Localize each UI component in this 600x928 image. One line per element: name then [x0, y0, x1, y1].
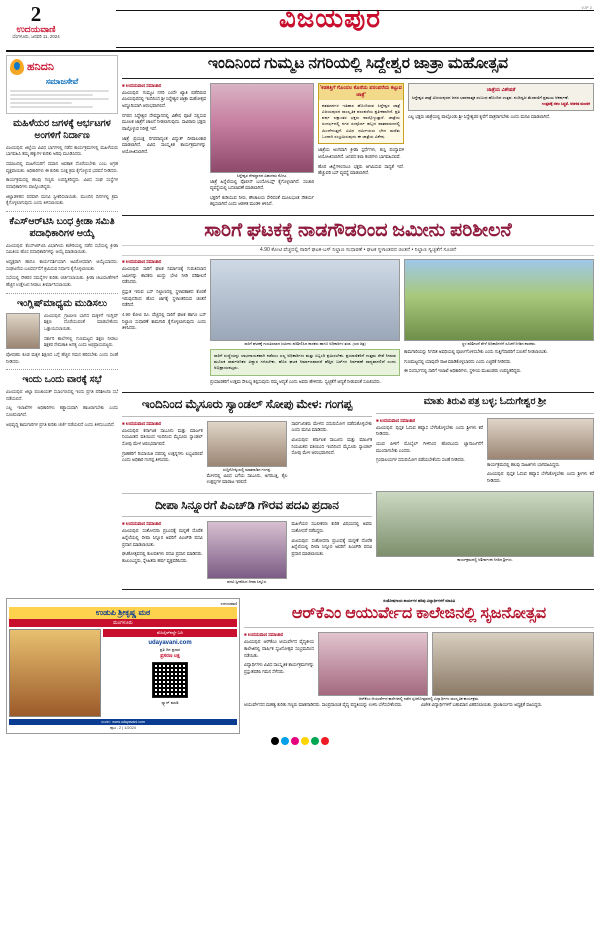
- para: ಎಲ್ಲ ಭಕ್ತರು ಜಾತ್ರೆಯಲ್ಲಿ ಪಾಲ್ಗೊಂಡು ಶ್ರೀ ಸಿದ್ದೇಶ್ವರರ ಕೃಪೆಗೆ ಪಾತ್ರರಾಗಬೇಕು ಎಂದು ಮನವಿ ಮಾಡಲಾಗಿದೆ.: [408, 113, 551, 119]
- para: ವಿಜಯಪುರ: ಕರ್ನಾಟಕ ಸಾಬೂನು ಮತ್ತು ಮಾರ್ಜಕ ನಿಯಮಿತದ ವತಿಯಿಂದ ಇಂದಿನಿಂದ ಮೈಸೂರು ಸ್ಯಾಂಡಲ್ ಸೋಪು ಮೇಳ ಆರಂಭವಾಗಲಿದೆ.: [291, 437, 373, 456]
- quotebox-body: ಸಿದ್ದೇಶ್ವರ ಜಾತ್ರೆ ವಿಜಯಪುರದ ಜನರ ಭಾವನಾತ್ಮಕ ಸಂಬಂಧ ಹೊಂದಿದ ಉತ್ಸವ. ನಂದಿಧ್ವಜ ಮೆರವಣಿಗೆ ಪ್ರಮುಖ ಆಕರ್ಷಣೆ.: [412, 94, 569, 100]
- top-story-col-3: [318, 83, 404, 212]
- ad-red-strip: ಮೊಬೈಲ್‌ನಲ್ಲೇ ಓದಿ: [103, 629, 237, 637]
- sidebox-body: ಶತಮಾನಗಳ ಇತಿಹಾಸ ಹೊಂದಿರುವ ಸಿದ್ದೇಶ್ವರ ಜಾತ್ರೆ ವಿಜಯಪುರದ ಸಾಂಸ್ಕೃತಿಕ ಪರಂಪರೆಯ ಪ್ರತೀಕವಾಗಿದೆ. ಪ್ರತಿ ವರ್ಷ ಲಕ್ಷಾಂತರ ಭಕ್ತರು ಪಾಲ್ಗೊಳ್ಳುತ್ತಾರೆ. ಜಾತ್ರೆಯ ಸಂದರ್ಭದಲ್ಲಿ ನಗರ ಸಂಪೂರ್ಣ ಹಬ್ಬದ ವಾತಾವರಣದಲ್ಲಿ ಮಿಂದೇಳುತ್ತದೆ. ವಿವಿಧ ಧರ್ಮಿಯರು ಭೇದ ಮರೆತು ಒಂದಾಗಿ ಸಂಭ್ರಮಿಸುವುದು ಈ ಜಾತ್ರೆಯ ವಿಶೇಷ.: [322, 102, 400, 140]
- left-story-3-photo: [6, 313, 40, 349]
- left-story-4: [6, 374, 118, 428]
- photo-caption: ಸಿದ್ದೇಶ್ವರ ದೇವಸ್ಥಾನದ ವಿಹಂಗಮ ನೋಟ.: [236, 173, 288, 178]
- top-story-col-1: [122, 83, 206, 212]
- bottom-story-headline: ಆರ್‌ಕೆಎಂ ಆಯುರ್ವೇದ ಕಾಲೇಜಿನಲ್ಲಿ ಸೃಜನೋತ್ಸವ: [291, 605, 547, 623]
- para: ವಿಜಯಪುರ: ಗುಮ್ಮಟ ನಗರಿ ಎಂದೇ ಖ್ಯಾತಿ ಪಡೆದಿರುವ ವಿಜಯಪುರದಲ್ಲಿ ಇಂದಿನಿಂದ ಶ್ರೀ ಸಿದ್ದೇಶ್ವರ ಜಾತ್ರಾ ಮಹೋತ್ಸವ ಅದ್ಧೂರಿಯಾಗಿ ಆರಂಭವಾಗಲಿದೆ.: [122, 89, 206, 108]
- ad-content-row: [9, 629, 237, 717]
- quotebox-title: ಜಾತ್ರೆಯ ವಿಶೇಷತೆ: [486, 86, 516, 93]
- para: ವಿಜಯಪುರ: ಆರ್‌ಕೆಎಂ ಆಯುರ್ವೇದ ವೈದ್ಯಕೀಯ ಕಾಲೇಜಿನಲ್ಲಿ ವಾರ್ಷಿಕ ಸೃಜನೋತ್ಸವ ಸಂಭ್ರಮದಿಂದ ನಡೆಯಿತು.: [244, 639, 314, 658]
- mid-story-3-photo-top: [487, 418, 594, 460]
- para: ಈ ಸಂದರ್ಭದಲ್ಲಿ ಸಾರಿಗೆ ಇಲಾಖೆ ಅಧಿಕಾರಿಗಳು, ಸ್ಥಳೀಯ ಮುಖಂಡರು ಉಪಸ್ಥಿತರಿದ್ದರು.: [404, 368, 522, 374]
- para: ವಿಜಯಪುರ: ಪುಸ್ತಕ ಓದುವ ಹವ್ಯಾಸ ಬೆಳೆಸಿಕೊಳ್ಳಬೇಕು ಎಂದು ಶ್ರೀಗಳು ಕರೆ ನೀಡಿದರು.: [376, 424, 483, 437]
- mid-story-1-headline: ಇಂದಿನಿಂದ ಮೈಸೂರು ಸ್ಯಾಂಡಲ್ ಸೋಪು ಮೇಳ: ಗಂಗಪ್ಪ: [141, 397, 353, 412]
- left-story-1-body: [6, 145, 118, 207]
- para: ವಿಜಯಪುರ: ಗ್ರಾಮೀಣ ಭಾಗದ ಮಕ್ಕಳಿಗೆ ಇಂಗ್ಲಿಷ್ ಶಿಕ್ಷಣ ದೊರೆಯುವಂತೆ ಮಾಡಬೇಕೆಂದು ಒತ್ತಾಯಿಸಲಾಯಿತು.: [44, 312, 118, 331]
- para: ಕಾರ್ಯಕ್ರಮದಲ್ಲಿ ಹಲವು ಗಣ್ಯರು ಉಪಸ್ಥಿತರಿದ್ದರು. ವಿವಿಧ ಸಂಘ ಸಂಸ್ಥೆಗಳ ಪದಾಧಿಕಾರಿಗಳು ಪಾಲ್ಗೊಂಡಿದ್ದರು.: [6, 177, 118, 190]
- divider: [122, 215, 594, 216]
- page-number: 2: [30, 2, 42, 26]
- para: ಕಾಮಗಾರಿಯನ್ನು ನಿಗದಿತ ಅವಧಿಯಲ್ಲಿ ಪೂರ್ಣಗೊಳಿಸಬೇಕು ಎಂದು ಗುತ್ತಿಗೆದಾರರಿಗೆ ಸೂಚನೆ ನೀಡಲಾಯಿತು.: [404, 348, 548, 354]
- qr-code-icon[interactable]: [152, 662, 188, 698]
- mid-story-1-photo: [207, 421, 288, 467]
- para: ಜಾತ್ರೆ ಪ್ರಯುಕ್ತ ನಗರದಾದ್ಯಂತ ವಿದ್ಯುತ್ ದೀಪಾಲಂಕಾರ ಮಾಡಲಾಗಿದೆ. ವಿವಿಧ ಸಾಂಸ್ಕೃತಿಕ ಕಾರ್ಯಕ್ರಮಗಳನ್ನು ಆಯೋಜಿಸಲಾಗಿದೆ.: [122, 135, 206, 154]
- second-story-col-3: [404, 259, 594, 388]
- divider: [376, 413, 594, 414]
- bottom-section: [6, 598, 594, 734]
- divider: [122, 78, 594, 79]
- para: ಕಾರ್ಯಕ್ರಮದಲ್ಲಿ ಹಲವು ಸಾಹಿತಿಗಳು ಭಾಗವಹಿಸಿದ್ದರು.: [487, 461, 561, 467]
- second-story-col-2: [210, 259, 400, 388]
- left-story-1: [6, 118, 118, 207]
- para: ಪ್ರಯಾಣಿಕರಿಗೆ ಉತ್ತಮ ಸೌಲಭ್ಯ ಕಲ್ಪಿಸುವುದು ನಮ್ಮ ಆದ್ಯತೆ ಎಂದು ಅವರು ಹೇಳಿದರು. ಸ್ವಚ್ಛತೆಗೆ ಆದ್ಯತೆ ನೀಡುವಂತೆ ಸೂಚಿಸಿದರು.: [210, 378, 381, 384]
- photo-caption: ಕಾರ್ಯಕ್ರಮದಲ್ಲಿ ಆಶೀರ್ವಚನ ನೀಡಿದ ಶ್ರೀಗಳು.: [457, 557, 513, 562]
- hanidani-ad[interactable]: [6, 55, 118, 114]
- ad-site[interactable]: udayavani.com: [148, 639, 192, 646]
- para: ಸಾರ್ವಜನಿಕರು ಮೇಳದ ಸದುಪಯೋಗ ಪಡೆದುಕೊಳ್ಳಬೇಕು ಎಂದು ಮನವಿ ಮಾಡಿದರು.: [291, 420, 373, 433]
- left-story-2: [6, 216, 118, 289]
- para: ಮಹಿಳೆಯರ ಸಬಲೀಕರಣ ಕುರಿತ ವಿಷಯದಲ್ಲಿ ಅವರು ಸಂಶೋಧನೆ ನಡೆಸಿದ್ದರು.: [291, 521, 373, 534]
- divider: [122, 493, 372, 494]
- bottom-story-photo-2: [432, 632, 594, 696]
- second-story-greenband: ಸಾರಿಗೆ ಸಂಸ್ಥೆಯನ್ನು ಲಾಭದಾಯಕವಾಗಿ ನಡೆಸಲು ಎಲ್ಲ ಅಧಿಕಾರಿಗಳು ಮತ್ತು ಸಿಬ್ಬಂದಿ ಶ್ರಮಿಸಬೇಕು. ಪ್ರಯಾಣಿಕರಿಗೆ ಉತ್ತಮ ಸೇವೆ ನೀಡುವ ಮೂಲಕ ಸಾರ್ವಜನಿಕರ ವಿಶ್ವಾಸ ಗಳಿಸಬೇಕು. ಹೊಸ ಘಟಕ ನಿರ್ಮಾಣವಾದರೆ ಹೆಚ್ಚಿನ ಬಸ್‌ಗಳ ನಿರ್ವಹಣೆ ಸಾಧ್ಯವಾಗಲಿದೆ ಎಂದು ಅಭಿಪ್ರಾಯಪಟ್ಟರು.: [210, 349, 400, 376]
- top-story-col-2: [210, 83, 314, 212]
- para: ವಿಜಯಪುರ: ಸಂಶೋಧನಾ ಪ್ರಬಂಧಕ್ಕೆ ಮನ್ನಣೆ ದೊರೆತ ಹಿನ್ನೆಲೆಯಲ್ಲಿ ದೀಪಾ ಸಿನ್ನೂರ ಅವರಿಗೆ ಪಿಎಚ್‌ಡಿ ಪದವಿ ಪ್ರದಾನ ಮಾಡಲಾಯಿತು.: [291, 537, 373, 557]
- second-story-photo-right: [404, 259, 594, 341]
- top-story-photo: [210, 83, 314, 173]
- print-registration-color-bar: [6, 737, 594, 745]
- para: ಗ್ರಂಥಾಲಯಗಳ ಸದುಪಯೋಗ ಪಡೆಯಬೇಕೆಂದು ಸಲಹೆ ನೀಡಿದರು.: [376, 457, 466, 463]
- sidebox-title: 'ಕಡಕತ್ತಿಗೆ ಗೊಂದಲ ಕೊನೆಯ ಪರಂಪರೆಯ ಕಟ್ಟುವ ಜಾತ್ರೆ': [320, 84, 402, 98]
- para: ಯುವ ಪೀಳಿಗೆ ಮೊಬೈಲ್ ಗೀಳಿನಿಂದ ಹೊರಬಂದು ಜ್ಞಾನಾರ್ಜನೆಗೆ ಮುಂದಾಗಬೇಕು ಎಂದರು.: [376, 441, 483, 453]
- para: ವಿಜಯಪುರ: ಸಂಶೋಧನಾ ಪ್ರಬಂಧಕ್ಕೆ ಮನ್ನಣೆ ದೊರೆತ ಹಿನ್ನೆಲೆಯಲ್ಲಿ ದೀಪಾ ಸಿನ್ನೂರ ಅವರಿಗೆ ಪಿಎಚ್‌ಡಿ ಪದವಿ ಪ್ರದಾನ ಮಾಡಲಾಯಿತು.: [122, 528, 203, 547]
- second-story: [122, 220, 594, 388]
- mid-story-2: [122, 498, 372, 585]
- divider: [244, 627, 594, 628]
- bottom-story-photo-1: [318, 632, 428, 696]
- quotebox-footer: ಉತ್ಸವಕ್ಕೆ ಸಕಲ ಸಿದ್ಧತೆ- ಆಡಳಿತ ಮಂಡಳಿ: [542, 101, 590, 106]
- photo-caption: ಸ್ಥಳ ಪರಿಶೀಲನೆ ವೇಳೆ ಅಧಿಕಾರಿಗಳಿಗೆ ಸೂಚನೆ ನೀಡಿದ ಶಾಸಕರು.: [461, 341, 537, 346]
- para: ಎಲ್ಲ ಇಲಾಖೆಗಳ ಅಧಿಕಾರಿಗಳು ಕಡ್ಡಾಯವಾಗಿ ಹಾಜರಾಗಬೇಕು ಎಂದು ಸೂಚಿಸಲಾಗಿದೆ.: [6, 405, 118, 417]
- divider: [122, 516, 372, 517]
- ad-footer: ಸಂಪರ್ಕ: www.udayavani.com: [9, 719, 237, 725]
- top-story-sidebox: [318, 83, 404, 145]
- left-story-4-body: [6, 389, 118, 428]
- edition-code: VJP 2: [581, 5, 592, 10]
- para: ಗುಣಮಟ್ಟದಲ್ಲಿ ಯಾವುದೇ ರಾಜಿ ಮಾಡಿಕೊಳ್ಳಬಾರದು ಎಂದು ಎಚ್ಚರಿಕೆ ನೀಡಿದರು.: [404, 358, 512, 364]
- para: ಜಿಲ್ಲಾಡಳಿತದ ಪರವಾಗಿ ಮನವಿ ಸ್ವೀಕರಿಸಲಾಯಿತು. ಮುಂದಿನ ದಿನಗಳಲ್ಲಿ ಕ್ರಮ ಕೈಗೊಳ್ಳಲಾಗುವುದು ಎಂದು ತಿಳಿಸಲಾಯಿತು.: [6, 193, 118, 206]
- para: 4.90 ಕೋಟಿ ರೂ. ವೆಚ್ಚದಲ್ಲಿ ಸಾರಿಗೆ ಘಟಕ ಹಾಗೂ ಬಸ್ ನಿಲ್ದಾಣ ಸುಧಾರಣೆ ಕಾಮಗಾರಿ ಕೈಗೊಳ್ಳಲಾಗುವುದು ಎಂದು ತಿಳಿಸಿದರು.: [122, 311, 206, 331]
- edition-title-block: [66, 4, 594, 35]
- photo-caption: ಪದವಿ ಸ್ವೀಕರಿಸಿದ ದೀಪಾ ಸಿನ್ನೂರ.: [227, 580, 267, 585]
- byline: ■ ಉದಯವಾಣಿ ಸಮಾಚಾರ: [376, 418, 483, 423]
- para: ವಿಜಯಪುರ: ಪುಸ್ತಕ ಓದುವ ಹವ್ಯಾಸ ಬೆಳೆಸಿಕೊಳ್ಳಬೇಕು ಎಂದು ಶ್ರೀಗಳು ಕರೆ ನೀಡಿದರು.: [487, 471, 594, 484]
- divider: [122, 589, 594, 590]
- byline: ■ ಉದಯವಾಣಿ ಸಮಾಚಾರ: [122, 421, 203, 426]
- masthead-rule-bottom: [116, 47, 594, 48]
- mid-story-3: [376, 397, 594, 585]
- para: ಹೊರ ಜಿಲ್ಲೆಗಳಿಂದಲೂ ಭಕ್ತರು ಆಗಮಿಸುವ ಸಾಧ್ಯತೆ ಇದೆ. ಹೆಚ್ಚುವರಿ ಬಸ್ ವ್ಯವಸ್ಥೆ ಮಾಡಲಾಗಿದೆ.: [318, 163, 404, 176]
- byline: ■ ಉದಯವಾಣಿ ಸಮಾಚಾರ: [122, 259, 206, 264]
- para: ಆಯುರ್ವೇದದ ಮಹತ್ವ ಕುರಿತು ಗಣ್ಯರು ಮಾತನಾಡಿದರು. ಸಾಂಪ್ರದಾಯಿಕ ವೈದ್ಯ ಪದ್ಧತಿಯನ್ನು ಉಳಿಸಿ ಬೆಳೆಸಬೇಕೆಂದರು.: [244, 702, 403, 708]
- para: ಸಭೆಯಲ್ಲಿ ನೌಕರರ ಸಮಸ್ಯೆಗಳ ಕುರಿತು ಚರ್ಚಿಸಲಾಯಿತು. ಕ್ರೀಡಾ ಚಟುವಟಿಕೆಗಳಿಗೆ ಹೆಚ್ಚಿನ ಉತ್ತೇಜನ ನೀಡಲು ತೀರ್ಮಾನಿಸಲಾಯಿತು.: [6, 275, 118, 288]
- mid-story-2-headline: ದೀಪಾ ಸಿನ್ನೂರಗೆ ಪಿಎಚ್‌ಡಿ ಗೌರವ ಪದವಿ ಪ್ರದಾನ: [155, 498, 339, 513]
- para: ಸಮಾಜದಲ್ಲಿ ಮಹಿಳೆಯರಿಗೆ ಸಮಾನ ಅವಕಾಶ ದೊರೆಯಬೇಕು ಎಂಬ ಆಗ್ರಹ ವ್ಯಕ್ತವಾಯಿತು. ಅಧಿಕಾರಿಗಳು ಈ ಕುರಿತು ಸೂಕ್ತ ಕ್ರಮ ಕೈಗೊಳ್ಳುವ ಭರವಸೆ ನೀಡಿದರು.: [6, 161, 118, 173]
- mid-story-2-photo: [207, 521, 288, 579]
- masthead: [6, 4, 594, 52]
- para: ವಿದ್ಯಾರ್ಥಿಗಳು ವಿವಿಧ ಸಾಂಸ್ಕೃತಿಕ ಕಾರ್ಯಕ್ರಮಗಳನ್ನು ಪ್ರಸ್ತುತಪಡಿಸಿ ಗಮನ ಸೆಳೆದರು.: [244, 662, 314, 675]
- divider: [6, 211, 118, 212]
- left-story-3-body: [6, 313, 118, 366]
- bottom-story-columns: [244, 632, 594, 696]
- para: ಘಟಿಕೋತ್ಸವದಲ್ಲಿ ಕುಲಪತಿಗಳು ಪದವಿ ಪ್ರದಾನ ಮಾಡಿದರು. ಕುಟುಂಬಸ್ಥರು, ಸ್ನೇಹಿತರು ಹರ್ಷ ವ್ಯಕ್ತಪಡಿಸಿದರು.: [122, 551, 203, 564]
- second-story-col-1: [122, 259, 206, 388]
- para: ಭಕ್ತರಿಗೆ ಕುಡಿಯುವ ನೀರು, ಶೌಚಾಲಯ ಸೇರಿದಂತೆ ಮೂಲಭೂತ ಸೌಕರ್ಯ ಕಲ್ಪಿಸಲಾಗಿದೆ ಎಂದು ಆಡಳಿತ ಮಂಡಳಿ ತಿಳಿಸಿದೆ.: [210, 194, 314, 207]
- ad-page-code: ಪುಟ - 2 | 1/2024: [110, 726, 136, 731]
- bottom-story-kicker: ಸಂತೋಷಗಾಯ ಕಾರ್ಯಗಳ ಹರಿವು ವಿದ್ಯಾರ್ಥಿಗಳಿಗೆ ಮಾಹಿತಿ: [383, 599, 455, 604]
- publication-brand: ಉದಯವಾಣಿ: [16, 24, 56, 34]
- left-rail: [6, 55, 118, 594]
- para: ಅಧ್ಯಕ್ಷರಾಗಿ ಹಾಗೂ ಕಾರ್ಯದರ್ಶಿಯಾಗಿ ಅವಿರೋಧವಾಗಿ ಆಯ್ಕೆಯಾದರು. ಸಂಘಟನೆಯ ಬಲವರ್ಧನೆಗೆ ಶ್ರಮಿಸುವ ನಿರ್ಧಾರ ಕೈಗೊಳ್ಳಲಾಯಿತು.: [6, 259, 118, 271]
- left-story-4-headline: ಇಂದು ಒಂದು ವಾರಕ್ಕೆ ಸಭೆ: [22, 374, 102, 386]
- para: ಸರ್ಕಾರಿ ಶಾಲೆಗಳಲ್ಲಿ ಗುಣಮಟ್ಟದ ಶಿಕ್ಷಣ ನೀಡಲು ಶಿಕ್ಷಕರ ನೇಮಕಾತಿ ಅಗತ್ಯ ಎಂದು ಅಭಿಪ್ರಾಯಪಟ್ಟರು.: [44, 335, 118, 348]
- left-story-2-headline: ಕೆಎಸ್‌ಆರ್‌ಟಿಸಿ ಬಂಧ ಕ್ರೀಡಾ ಸಮಿತಿ ಪದಾಧಿಕಾರಿಗಳ ಆಯ್ಕೆ: [9, 216, 115, 239]
- para: ವಿಜಯಪುರ: ಜಿಲ್ಲೆಯ ವಿವಿಧ ಭಾಗಗಳಲ್ಲಿ ನಡೆದ ಕಾರ್ಯಕ್ರಮಗಳಲ್ಲಿ ಮಹಿಳೆಯರು ಭಾಗವಹಿಸಿ ತಮ್ಮ ಹಕ್ಕುಗಳ ಕುರಿತು ಅರಿವು ಮೂಡಿಸಿದರು.: [6, 144, 118, 157]
- left-story-1-headline: ಮಹಿಳೆಯರ ಜಗಳಕ್ಕೆ ಆರ್ಭಟಗಳ ಅಂಗಳಿಗೆ ನಿರ್ದಾಣ: [13, 118, 111, 141]
- masthead-rule-top: [116, 10, 594, 11]
- droplet-icon: [10, 59, 24, 75]
- photo-caption: ಆರ್‌ಕೆಎಂ ಆಯುರ್ವೇದ ಕಾಲೇಜಿನಲ್ಲಿ ನಡೆದ ಸೃಜನೋತ್ಸವದಲ್ಲಿ ವಿದ್ಯಾರ್ಥಿಗಳ ಸಾಂಸ್ಕೃತಿಕ ಕಾರ್ಯಕ್ರಮ.: [358, 697, 480, 702]
- para: ವಿಜಯಪುರ: ಕೆಎಸ್‌ಆರ್‌ಟಿಸಿ ವಿಭಾಗೀಯ ಕಚೇರಿಯಲ್ಲಿ ನಡೆದ ಸಭೆಯಲ್ಲಿ ಕ್ರೀಡಾ ಸಮಿತಿಯ ಹೊಸ ಪದಾಧಿಕಾರಿಗಳನ್ನು ಆಯ್ಕೆ ಮಾಡಲಾಯಿತು.: [6, 242, 118, 255]
- hanidani-subtitle: ಸಮಾಜಸೇವೆ: [45, 77, 79, 86]
- byline: ■ ಉದಯವಾಣಿ ಸಮಾಚಾರ: [122, 521, 203, 526]
- left-story-2-body: [6, 243, 118, 289]
- bottom-story: [244, 598, 594, 734]
- top-story-headline: ಇಂದಿನಿಂದ ಗುಮ್ಮಟ ನಗರಿಯಲ್ಲಿ ಸಿದ್ದೇಶ್ವರ ಜಾತ್ರಾ ಮಹೋತ್ಸವ: [207, 55, 509, 72]
- para: ಪೋಷಕರು ಕೂಡ ಮಕ್ಕಳ ಶಿಕ್ಷಣದ ಬಗ್ಗೆ ಹೆಚ್ಚಿನ ಗಮನ ಹರಿಸಬೇಕು ಎಂದು ಸಲಹೆ ನೀಡಿದರು.: [6, 351, 118, 364]
- ad-qr-label: ಸ್ಕ್ಯಾನ್ ಮಾಡಿ: [161, 699, 179, 705]
- dateline: ಬೆಂಗಳೂರು, ಜನವರಿ 11, 2024: [12, 34, 60, 39]
- page-grid: [6, 55, 594, 594]
- mid-story-3-photo-main: [376, 491, 594, 557]
- left-story-3: [6, 298, 118, 365]
- photo-caption: ಸಾರಿಗೆ ಘಟಕಕ್ಕೆ ಗುರುತಿಸಲಾದ ಜಮೀನು ಪರಿಶೀಲಿಸಿದ ಶಾಸಕರು ಹಾಗೂ ಅಧಿಕಾರಿಗಳ ತಂಡ. (ಎಡ ಚಿತ್ರ): [244, 341, 366, 346]
- hanidani-title: ಹನಿದನಿ: [27, 60, 54, 73]
- photo-caption: ಸುದ್ದಿಗೋಷ್ಠಿಯಲ್ಲಿ ಮಾತನಾಡಿದ ಗಂಗಪ್ಪ.: [222, 467, 272, 472]
- top-story: [122, 55, 594, 211]
- left-story-3-headline: ಇಂಗ್ಲಿಷ್‌ಮಾಧ್ಯಮ ಮುಡಿಸಲು: [16, 297, 108, 309]
- para: ವಿಜಯಪುರ: ಜಿಲ್ಲಾ ಪಂಚಾಯತ್ ಸಭಾಂಗಣದಲ್ಲಿ ಇಂದು ಪ್ರಗತಿ ಪರಿಶೀಲನಾ ಸಭೆ ನಡೆಯಲಿದೆ.: [6, 389, 118, 401]
- para: ಜಾತ್ರೆ ಹಿನ್ನೆಲೆಯಲ್ಲಿ ಪೊಲೀಸ್ ಬಂದೋಬಸ್ತ್ ಕೈಗೊಳ್ಳಲಾಗಿದೆ. ಸಂಚಾರ ವ್ಯವಸ್ಥೆಯಲ್ಲಿ ಬದಲಾವಣೆ ಮಾಡಲಾಗಿದೆ.: [210, 178, 314, 191]
- second-story-photo-left: [210, 259, 400, 341]
- second-story-subhead: 4.90 ಕೋಟಿ ವೆಚ್ಚದಲ್ಲಿ ಸಾರಿಗೆ ಘಟಕ-ಬಸ್ ನಿಲ್ದಾಣ ಸುಧಾರಣೆ • ಘಟಕ ಸ್ಥಳಾಂತರದ ಚಿಂತನೆ • ನಿಲ್ದಾಣ ಸ್ವಚ್ಛತೆಗೆ ಸೂಚನೆ: [122, 245, 594, 256]
- second-story-columns: [122, 259, 594, 388]
- mid-stories-row: [122, 397, 594, 585]
- para: ಅಭಿವೃದ್ಧಿ ಕಾಮಗಾರಿಗಳ ಪ್ರಗತಿ ಕುರಿತು ಚರ್ಚೆ ನಡೆಯಲಿದೆ ಎಂದು ತಿಳಿದುಬಂದಿದೆ.: [6, 421, 115, 427]
- page-number-block: [6, 4, 66, 39]
- para: ಗ್ರಾಹಕರಿಗೆ ರಿಯಾಯಿತಿ ದರದಲ್ಲಿ ಉತ್ಪನ್ನಗಳು ಲಭ್ಯವಿರಲಿವೆ ಎಂದು ಅಧಿಕಾರಿ ಗಂಗಪ್ಪ ತಿಳಿಸಿದರು.: [122, 450, 203, 463]
- ad-poster-image: [9, 629, 101, 717]
- mid-story-3-headline: ಮಾತು ತಿರುವಿ ಪತ್ರ ಬಳ್ಳ; ಓದುಗೇಶ್ವರ ಶ್ರೀ: [423, 397, 547, 408]
- divider: [6, 293, 118, 294]
- byline: ■ ಉದಯವಾಣಿ ಸಮಾಚಾರ: [244, 632, 314, 637]
- ad-subtitle: ಮಂಗಳೂರು: [9, 619, 237, 627]
- byline: ■ ಉದಯವಾಣಿ ಸಮಾಚಾರ: [122, 83, 206, 88]
- second-story-headline: ಸಾರಿಗೆ ಘಟಕಕ್ಕೆ ನಾಡಗೌಡರಿಂದ ಜಮೀನು ಪರಿಶೀಲನೆ: [204, 220, 512, 242]
- para: ಜಾತ್ರೆಯ ಅಂಗವಾಗಿ ಕ್ರೀಡಾ ಸ್ಪರ್ಧೆಗಳು, ಕುಸ್ತಿ ಪಂದ್ಯಾವಳಿ ಆಯೋಜಿಸಲಾಗಿದೆ. ಜನಪದ ಕಲಾ ತಂಡಗಳು ಭಾಗವಹಿಸಲಿವೆ.: [318, 147, 404, 160]
- divider: [122, 392, 594, 393]
- top-story-col-4: [408, 83, 594, 212]
- divider: [122, 416, 372, 417]
- para: ವಿಜಯಪುರ: ಸಾರಿಗೆ ಘಟಕ ನಿರ್ಮಾಣಕ್ಕೆ ಗುರುತಿಸಲಾದ ಜಮೀನನ್ನು ಶಾಸಕರು ಖುದ್ದು ಭೇಟಿ ನೀಡಿ ಪರಿಶೀಲನೆ ನಡೆಸಿದರು.: [122, 265, 206, 285]
- udayavani-ad[interactable]: [6, 598, 240, 734]
- para: ಪ್ರಸ್ತುತ ಇರುವ ಬಸ್ ನಿಲ್ದಾಣದಲ್ಲಿ ಸ್ಥಳಾವಕಾಶದ ಕೊರತೆ ಇರುವುದರಿಂದ ಹೊಸ ಜಾಗಕ್ಕೆ ಸ್ಥಳಾಂತರಿಸುವ ಚಿಂತನೆ ನಡೆದಿದೆ.: [122, 288, 206, 308]
- ad-title: ಉಡುಪಿ ಶ್ರೀಕೃಷ್ಣ ಮಠ: [9, 607, 237, 619]
- ad-reach: ಪ್ರಸರಣ ಲಕ್ಷ: [160, 652, 180, 659]
- para: ಮೇಳದಲ್ಲಿ ವಿವಿಧ ಬಗೆಯ ಸಾಬೂನು, ಅಗರಬತ್ತಿ, ತೈಲ ಉತ್ಪನ್ನಗಳ ಮಾರಾಟ ಇರಲಿದೆ.: [206, 472, 288, 485]
- top-story-columns: [122, 83, 594, 212]
- ad-top-label: ಉದಯವಾಣಿ: [220, 602, 237, 607]
- divider: [6, 369, 118, 370]
- top-story-quotebox: [408, 83, 594, 111]
- ad-text-block: [103, 629, 237, 717]
- para: ನಗರದ ಸಿದ್ದೇಶ್ವರ ದೇವಸ್ಥಾನದಲ್ಲಿ ವಿಶೇಷ ಪೂಜೆ ಸಲ್ಲಿಸುವ ಮೂಲಕ ಜಾತ್ರೆಗೆ ಚಾಲನೆ ನೀಡಲಾಗುವುದು. ಸಾವಿರಾರು ಭಕ್ತರು ಪಾಲ್ಗೊಳ್ಳುವ ನಿರೀಕ್ಷೆ ಇದೆ.: [122, 112, 206, 131]
- ad-site-sub: ಪ್ರತಿ ದಿನ ಪ್ರಸಾರ: [159, 647, 181, 653]
- main-column: [122, 55, 594, 594]
- hanidani-lines: [10, 90, 114, 108]
- hanidani-logo-row: [10, 59, 114, 75]
- edition-city: ವಿಜಯಪುರ: [278, 4, 381, 33]
- mid-story-1: [122, 397, 372, 585]
- para: ವಿಜಯಪುರ: ಕರ್ನಾಟಕ ಸಾಬೂನು ಮತ್ತು ಮಾರ್ಜಕ ನಿಯಮಿತದ ವತಿಯಿಂದ ಇಂದಿನಿಂದ ಮೈಸೂರು ಸ್ಯಾಂಡಲ್ ಸೋಪು ಮೇಳ ಆರಂಭವಾಗಲಿದೆ.: [122, 427, 203, 447]
- para: ವಿಜೇತ ವಿದ್ಯಾರ್ಥಿಗಳಿಗೆ ಬಹುಮಾನ ವಿತರಿಸಲಾಯಿತು. ಪ್ರಾಚಾರ್ಯರು ಅಧ್ಯಕ್ಷತೆ ವಹಿಸಿದ್ದರು.: [421, 702, 543, 708]
